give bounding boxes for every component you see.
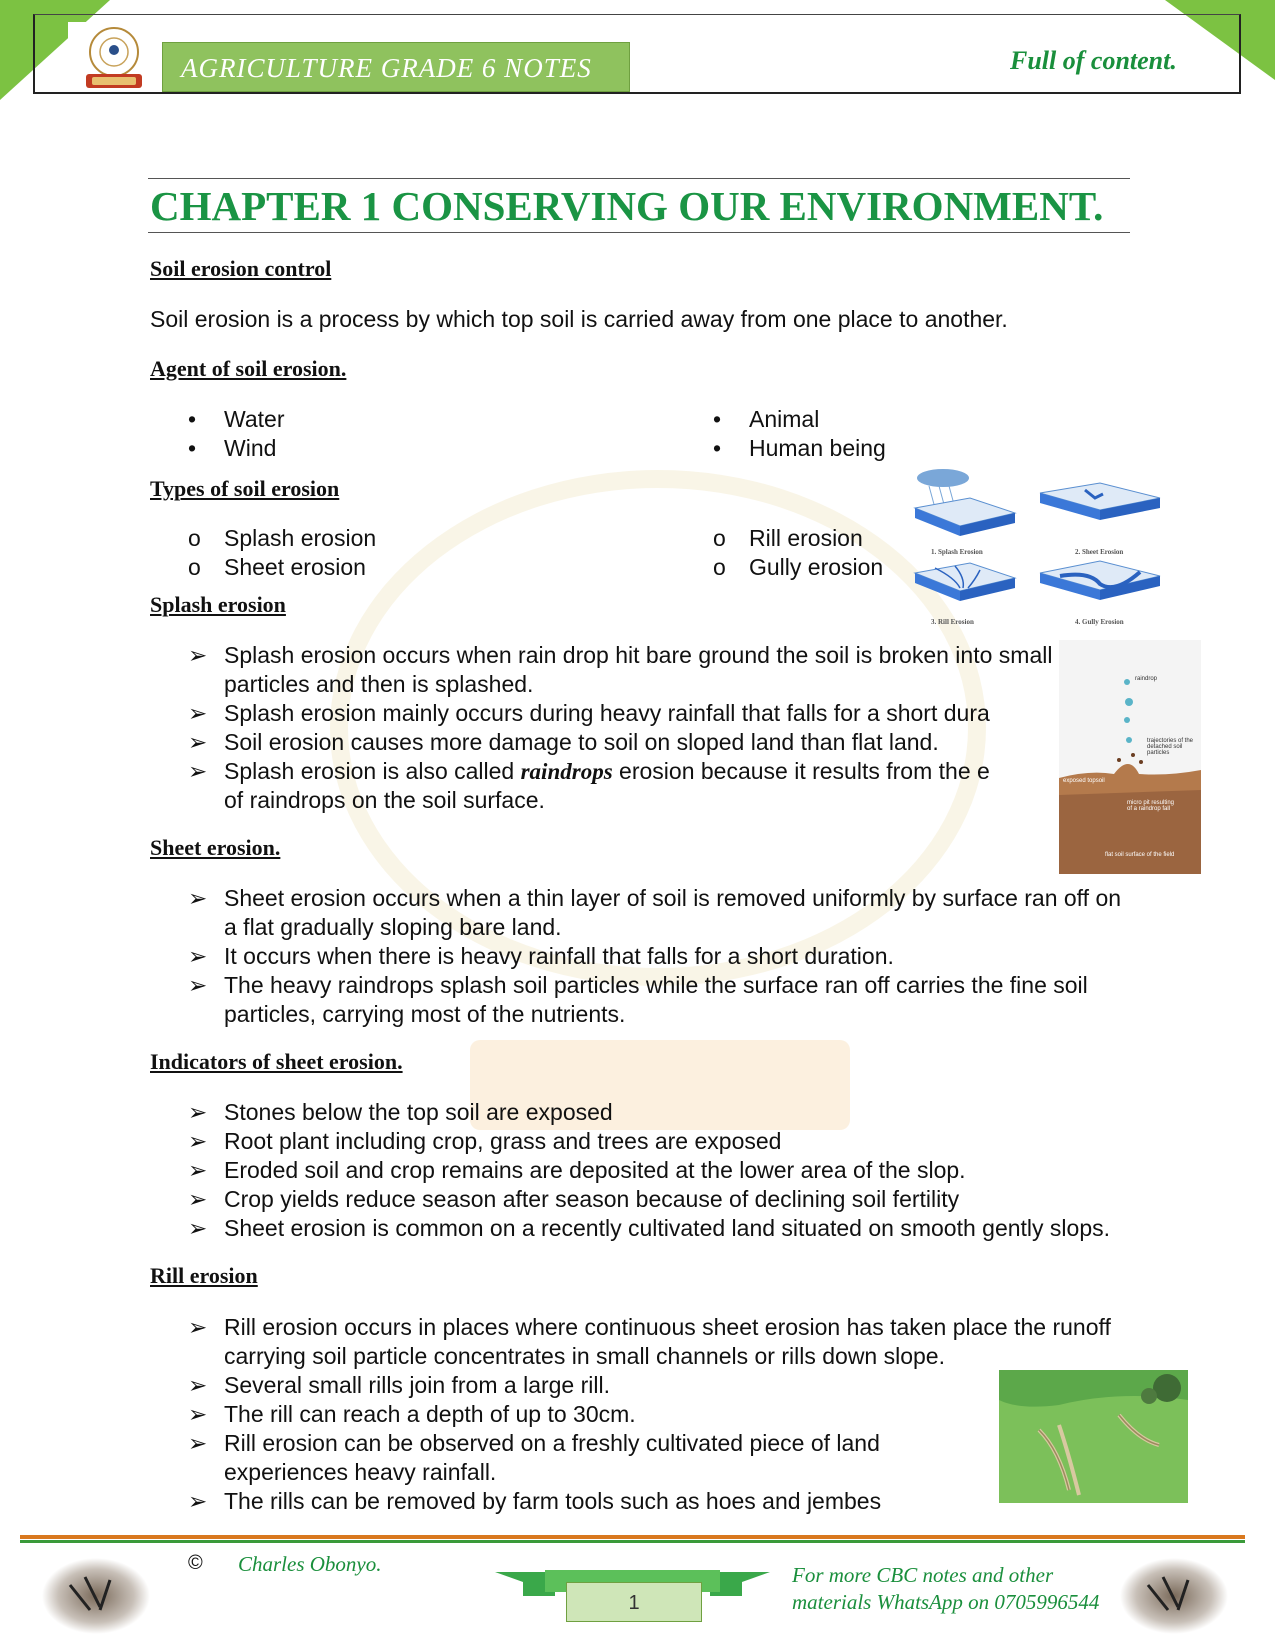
list-item: o Sheet erosion	[188, 554, 366, 580]
list-item: • Water	[188, 406, 285, 432]
agents-list-right	[675, 405, 975, 463]
chapter-rule-bottom	[148, 232, 1130, 233]
list-item: ➢ The rills can be removed by farm tools such as hoes and jembes	[188, 1488, 882, 1514]
header-tagline: Full of content.	[1010, 46, 1177, 75]
caption-sheet: 2. Sheet Erosion	[1075, 548, 1124, 556]
list-item: ➢ The heavy raindrops splash soil particles while the surface ran off carries the fine soil particles, carrying most of the nutrients.	[188, 972, 1088, 1027]
list-item: ➢ Soil erosion causes more damage to soil on sloped land than flat land.	[188, 729, 939, 755]
heading-indicators: Indicators of sheet erosion.	[150, 1049, 403, 1074]
list-item: ➢ Root plant including crop, grass and trees are exposed	[188, 1128, 782, 1154]
chapter-title: CHAPTER 1 CONSERVING OUR ENVIRONMENT.	[150, 183, 1104, 229]
rill-erosion-photo	[999, 1370, 1188, 1503]
label-micro-pit: micro pit resulting of a raindrop fall	[1127, 800, 1175, 812]
list-item: o Gully erosion	[713, 554, 884, 580]
sheet-list	[150, 884, 1130, 1029]
chapter-rule-top	[148, 178, 1130, 179]
label-flat-soil: flat soil surface of the field	[1105, 852, 1175, 858]
types-list-left	[150, 524, 650, 582]
footer-note: For more CBC notes and other materials WhatsApp on 0705996544	[792, 1563, 1100, 1614]
footer-rule-green	[20, 1540, 1245, 1543]
label-exposed-topsoil: exposed topsoil	[1063, 778, 1105, 784]
types-list-right	[675, 524, 915, 582]
list-item: ➢ Splash erosion mainly occurs during heavy rainfall that falls for a short dura	[188, 700, 990, 726]
splash-list	[150, 641, 1060, 815]
list-item: ➢ The rill can reach a depth of up to 30cm.	[188, 1401, 636, 1427]
copyright-symbol: ©	[188, 1552, 203, 1574]
list-item: ➢ Splash erosion is also called raindrops erosion because it results from the e of raindrops on the soil surface.	[188, 758, 990, 813]
list-item: ➢ Eroded soil and crop remains are deposited at the lower area of the slop.	[188, 1157, 966, 1183]
list-item: ➢ Rill erosion can be observed on a freshly cultivated piece of land experiences heavy rainfall.	[188, 1430, 880, 1485]
list-item: ➢ Sheet erosion occurs when a thin layer of soil is removed uniformly by surface ran off on a flat gradually sloping bare land.	[188, 885, 1122, 940]
school-logo	[68, 22, 160, 92]
indicators-list	[150, 1098, 1130, 1243]
list-item: ➢ It occurs when there is heavy rainfall that falls for a short duration.	[188, 943, 894, 969]
label-raindrop: raindrop	[1135, 676, 1158, 682]
footer-image-left	[40, 1555, 152, 1637]
raindrop-diagram	[1059, 640, 1201, 874]
list-item: • Animal	[713, 406, 820, 432]
heading-sheet-erosion: Sheet erosion.	[150, 835, 281, 860]
footer-rule-orange	[20, 1535, 1245, 1539]
header-title: AGRICULTURE GRADE 6 NOTES	[162, 42, 630, 92]
author-name: Charles Obonyo.	[238, 1552, 382, 1576]
list-item: ➢ Rill erosion occurs in places where continuous sheet erosion has taken place the runoff carrying soil particle concentrates in small channels or rills down slope.	[188, 1314, 1111, 1369]
heading-agents: Agent of soil erosion.	[150, 356, 347, 381]
caption-gully: 4. Gully Erosion	[1075, 618, 1124, 626]
list-item: • Wind	[188, 435, 277, 461]
list-item: o Splash erosion	[188, 525, 377, 551]
heading-soil-erosion-control: Soil erosion control	[150, 256, 332, 281]
page-number: 1	[566, 1582, 702, 1622]
rill-list	[150, 1313, 1135, 1516]
list-item: • Human being	[713, 435, 886, 461]
definition-paragraph: Soil erosion is a process by which top soil is carried away from one place to another.	[150, 306, 1008, 332]
heading-splash-erosion: Splash erosion	[150, 592, 286, 617]
list-item: ➢ Splash erosion occurs when rain drop hit bare ground the soil is broken into small particles and then is splashed.	[188, 642, 1053, 697]
list-item: o Rill erosion	[713, 525, 863, 551]
list-item: ➢ Crop yields reduce season after season because of declining soil fertility	[188, 1186, 960, 1212]
list-item: ➢ Several small rills join from a large rill.	[188, 1372, 610, 1398]
heading-types: Types of soil erosion	[150, 476, 340, 501]
caption-rill: 3. Rill Erosion	[931, 618, 974, 626]
label-trajectories: trajectories of the detached soil particles	[1147, 738, 1194, 756]
heading-rill-erosion: Rill erosion	[150, 1263, 258, 1288]
erosion-types-diagram	[895, 468, 1165, 628]
list-item: ➢ Stones below the top soil are exposed	[188, 1099, 613, 1125]
caption-splash: 1. Splash Erosion	[931, 548, 983, 556]
list-item: ➢ Sheet erosion is common on a recently cultivated land situated on smooth gently slops.	[188, 1215, 1110, 1241]
footer-image-right	[1118, 1555, 1230, 1637]
agents-list-left	[150, 405, 650, 463]
